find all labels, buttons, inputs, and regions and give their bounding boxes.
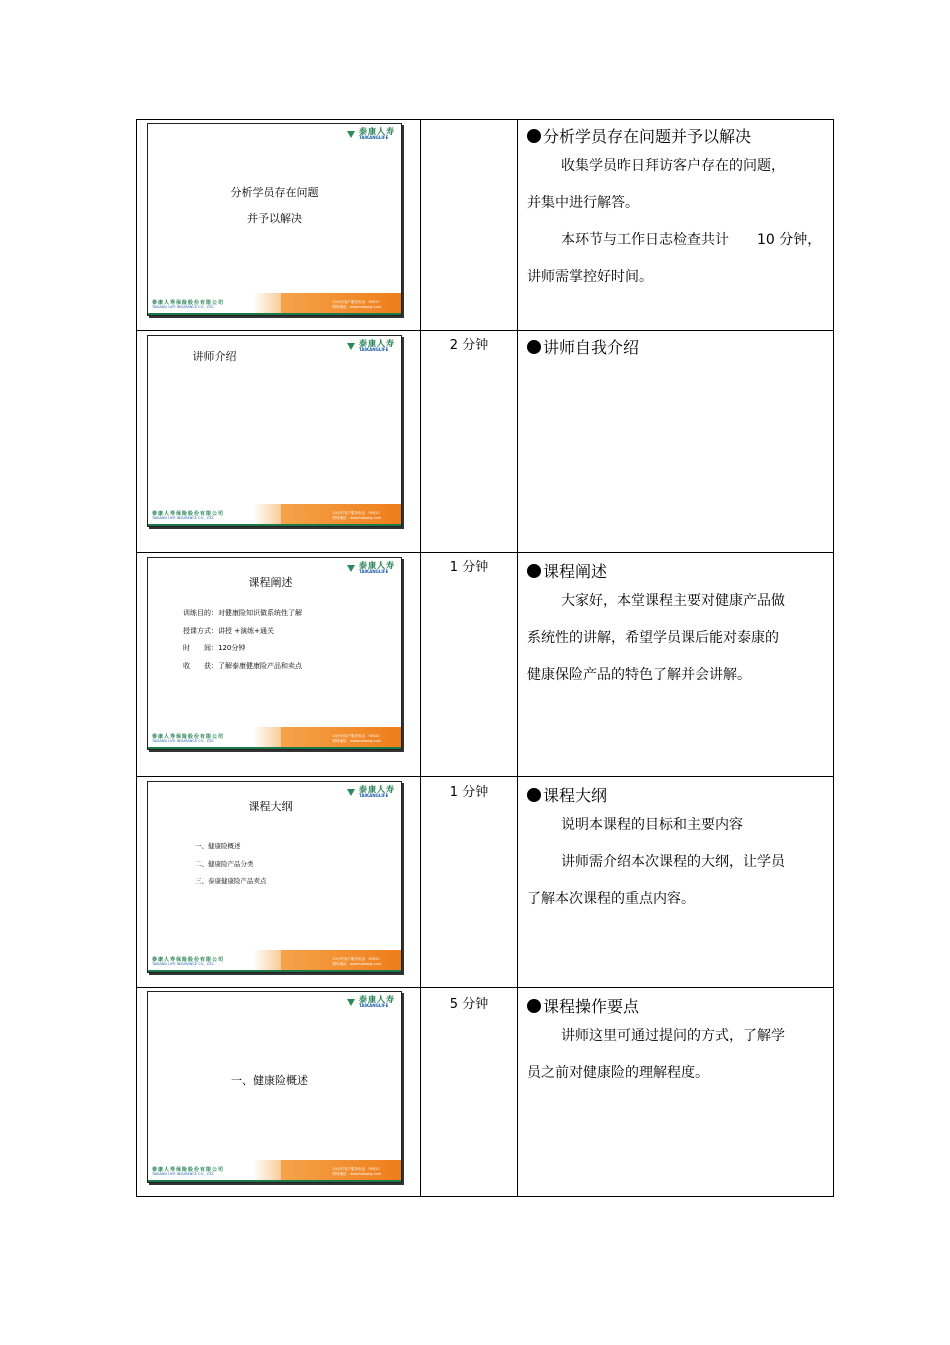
- logo-mark-icon: [347, 342, 356, 351]
- slide-title: 课程阐述: [248, 576, 293, 589]
- notes-heading: 课程阐述: [543, 562, 608, 581]
- slide-title: 课程大纲: [248, 800, 293, 813]
- logo-mark-icon: [347, 130, 356, 139]
- taikang-logo: 泰康人寿 TAIKANGLIFE: [347, 996, 395, 1008]
- column-divider: [517, 120, 518, 1196]
- notes-line: 员之前对健康险的理解程度。: [527, 1065, 709, 1081]
- slide-footer: 泰康人寿保险股份有限公司 TAIKANG LIFE INSURANCE CO., LTD. 24小时客户服务电话：95522 网络地址：www.taikang.com: [148, 1158, 401, 1182]
- logo-mark-icon: [347, 998, 356, 1007]
- slide-text: 分析学员存在问题 并予以解决: [230, 186, 319, 225]
- notes-line: 收集学员昨日拜访客户存在的问题，: [561, 158, 785, 174]
- taikang-logo: 泰康人寿 TAIKANGLIFE: [347, 340, 395, 352]
- notes-line: 说明本课程的目标和主要内容: [561, 817, 743, 833]
- notes-heading: 课程操作要点: [543, 997, 640, 1016]
- slide-text: 一、健康险概述 二、健康险产品分类 三、泰康健康险产品卖点: [195, 842, 267, 885]
- duration: 5 分钟: [449, 997, 489, 1012]
- notes: [527, 331, 823, 359]
- bullet-icon: [527, 129, 541, 143]
- slide-footer: 泰康人寿保险股份有限公司 TAIKANG LIFE INSURANCE CO., LTD. 24小时客户服务电话：95522 网络地址：www.taikang.com: [148, 948, 401, 972]
- slide-text: 训练目的：对健康险知识做系统性了解 授课方式：讲授 +演练+通关 时 间：120分钟 收 获：了解泰康健康险产品和卖点: [183, 609, 302, 670]
- bullet-icon: [527, 999, 541, 1013]
- taikang-logo: 泰康人寿 TAIKANGLIFE: [347, 128, 395, 140]
- notes: [527, 120, 823, 296]
- notes-line: 健康保险产品的特色了解并会讲解。: [527, 667, 751, 683]
- notes: [527, 555, 823, 694]
- slide-thumbnail: [147, 781, 402, 973]
- duration: 1 分钟: [449, 785, 489, 800]
- row-divider: [137, 552, 833, 553]
- notes: [527, 990, 823, 1092]
- lesson-plan-table: [136, 119, 834, 1197]
- notes-line: 讲师需掌控好时间。: [527, 269, 653, 285]
- duration: 1 分钟: [449, 560, 489, 575]
- logo-mark-icon: [347, 788, 356, 797]
- bullet-icon: [527, 340, 541, 354]
- notes-heading: 讲师自我介绍: [543, 338, 640, 357]
- bullet-icon: [527, 564, 541, 578]
- notes-heading: 分析学员存在问题并予以解决: [543, 127, 752, 146]
- duration: 2 分钟: [449, 338, 489, 353]
- row-divider: [137, 776, 833, 777]
- slide-title: 一、健康险概述: [231, 1074, 308, 1087]
- notes-line: 了解本次课程的重点内容。: [527, 891, 695, 907]
- row-divider: [137, 987, 833, 988]
- taikang-logo: 泰康人寿 TAIKANGLIFE: [347, 786, 395, 798]
- slide-thumbnail: [147, 123, 402, 316]
- bullet-icon: [527, 788, 541, 802]
- slide-title: 讲师介绍: [192, 350, 237, 363]
- notes-line: 系统性的讲解，希望学员课后能对泰康的: [527, 630, 779, 646]
- taikang-logo: 泰康人寿 TAIKANGLIFE: [347, 562, 395, 574]
- column-divider: [420, 120, 421, 1196]
- slide-footer: 泰康人寿保险股份有限公司 TAIKANG LIFE INSURANCE CO., LTD. 24小时客户服务电话：95522 网络地址：www.taikang.com: [148, 502, 401, 526]
- notes-line: 大家好，本堂课程主要对健康产品做: [561, 593, 785, 609]
- slide-thumbnail: [147, 557, 402, 750]
- notes-line: 本环节与工作日志检查共计 10 分钟，: [561, 232, 822, 248]
- slide-footer: 泰康人寿保险股份有限公司 TAIKANG LIFE INSURANCE CO., LTD. 24小时客户服务电话：95522 网络地址：www.taikang.com: [148, 291, 401, 315]
- notes-line: 讲师需介绍本次课程的大纲，让学员: [561, 854, 785, 870]
- notes: [527, 779, 823, 918]
- slide-footer: 泰康人寿保险股份有限公司 TAIKANG LIFE INSURANCE CO., LTD. 24小时客户服务电话：95522 网络地址：www.taikang.com: [148, 725, 401, 749]
- notes-line: 讲师这里可通过提问的方式，了解学: [561, 1028, 785, 1044]
- slide-thumbnail: [147, 335, 402, 527]
- notes-heading: 课程大纲: [543, 786, 608, 805]
- logo-mark-icon: [347, 564, 356, 573]
- slide-thumbnail: [147, 991, 402, 1183]
- notes-line: 并集中进行解答。: [527, 195, 639, 211]
